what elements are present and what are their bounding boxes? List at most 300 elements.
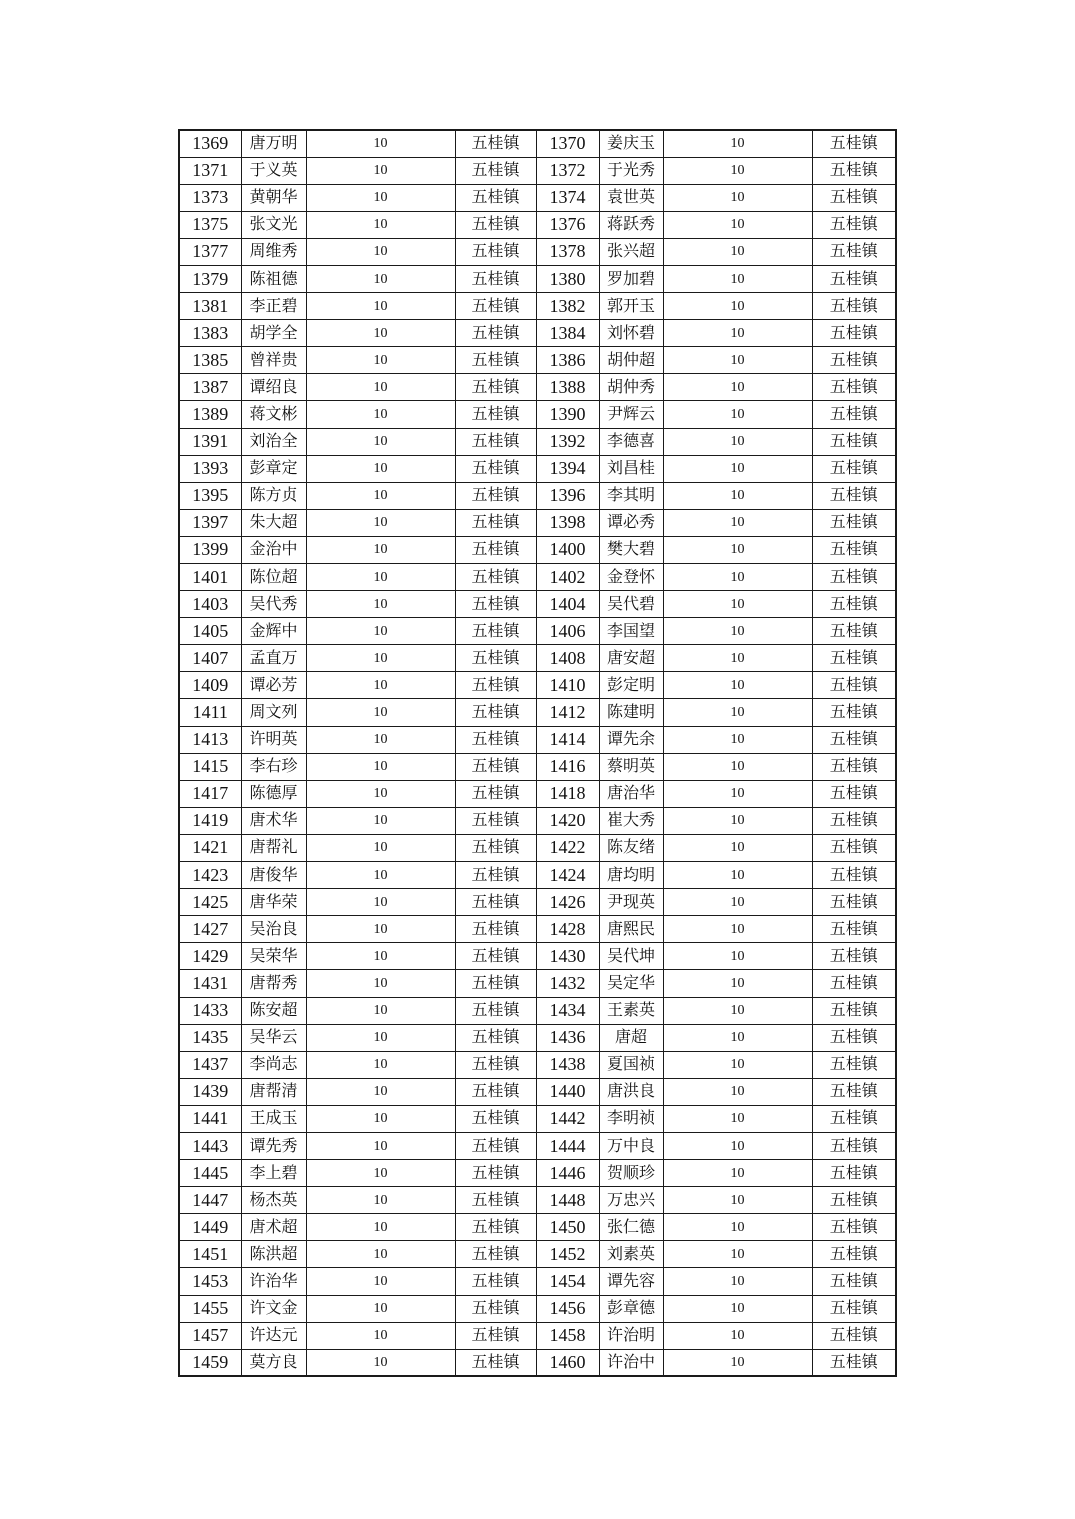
town-cell: 五桂镇 xyxy=(812,807,896,834)
record-number-cell: 1424 xyxy=(536,862,599,889)
person-name-cell: 蒋文彬 xyxy=(241,401,306,428)
person-name-cell: 唐帮礼 xyxy=(241,834,306,861)
person-name-cell: 尹现英 xyxy=(599,889,663,916)
town-cell: 五桂镇 xyxy=(812,591,896,618)
person-name-cell: 王素英 xyxy=(599,997,663,1024)
person-name-cell: 谭必芳 xyxy=(241,672,306,699)
amount-cell: 10 xyxy=(306,1214,455,1241)
town-cell: 五桂镇 xyxy=(455,1105,536,1132)
record-number-cell: 1387 xyxy=(179,374,241,401)
record-number-cell: 1378 xyxy=(536,238,599,265)
person-name-cell: 唐帮清 xyxy=(241,1078,306,1105)
town-cell: 五桂镇 xyxy=(812,211,896,238)
amount-cell: 10 xyxy=(663,672,812,699)
town-cell: 五桂镇 xyxy=(455,482,536,509)
person-name-cell: 许达元 xyxy=(241,1322,306,1349)
town-cell: 五桂镇 xyxy=(455,1024,536,1051)
town-cell: 五桂镇 xyxy=(455,1268,536,1295)
record-number-cell: 1372 xyxy=(536,157,599,184)
record-number-cell: 1435 xyxy=(179,1024,241,1051)
record-number-cell: 1453 xyxy=(179,1268,241,1295)
person-name-cell: 尹辉云 xyxy=(599,401,663,428)
amount-cell: 10 xyxy=(306,672,455,699)
amount-cell: 10 xyxy=(306,482,455,509)
record-number-cell: 1440 xyxy=(536,1078,599,1105)
amount-cell: 10 xyxy=(306,1241,455,1268)
town-cell: 五桂镇 xyxy=(455,699,536,726)
table-row xyxy=(179,1051,896,1078)
person-name-cell: 吴荣华 xyxy=(241,943,306,970)
person-name-cell: 姜庆玉 xyxy=(599,130,663,157)
record-number-cell: 1458 xyxy=(536,1322,599,1349)
person-name-cell: 李其明 xyxy=(599,482,663,509)
table-row xyxy=(179,184,896,211)
amount-cell: 10 xyxy=(306,997,455,1024)
record-number-cell: 1439 xyxy=(179,1078,241,1105)
amount-cell: 10 xyxy=(663,374,812,401)
town-cell: 五桂镇 xyxy=(812,943,896,970)
town-cell: 五桂镇 xyxy=(455,1187,536,1214)
person-name-cell: 吴代碧 xyxy=(599,591,663,618)
person-name-cell: 唐超 xyxy=(599,1024,663,1051)
person-name-cell: 陈友绪 xyxy=(599,834,663,861)
town-cell: 五桂镇 xyxy=(812,780,896,807)
record-number-cell: 1452 xyxy=(536,1241,599,1268)
amount-cell: 10 xyxy=(306,293,455,320)
table-row xyxy=(179,1349,896,1376)
roster-table xyxy=(178,129,897,1377)
amount-cell: 10 xyxy=(306,265,455,292)
person-name-cell: 唐均明 xyxy=(599,862,663,889)
record-number-cell: 1396 xyxy=(536,482,599,509)
person-name-cell: 唐熙民 xyxy=(599,916,663,943)
amount-cell: 10 xyxy=(663,1024,812,1051)
table-row xyxy=(179,347,896,374)
table-row xyxy=(179,1024,896,1051)
town-cell: 五桂镇 xyxy=(455,780,536,807)
person-name-cell: 刘素英 xyxy=(599,1241,663,1268)
amount-cell: 10 xyxy=(663,1160,812,1187)
person-name-cell: 张文光 xyxy=(241,211,306,238)
amount-cell: 10 xyxy=(306,1268,455,1295)
record-number-cell: 1433 xyxy=(179,997,241,1024)
table-row xyxy=(179,753,896,780)
town-cell: 五桂镇 xyxy=(455,1160,536,1187)
record-number-cell: 1426 xyxy=(536,889,599,916)
person-name-cell: 万忠兴 xyxy=(599,1187,663,1214)
town-cell: 五桂镇 xyxy=(812,618,896,645)
town-cell: 五桂镇 xyxy=(812,428,896,455)
town-cell: 五桂镇 xyxy=(455,1051,536,1078)
record-number-cell: 1450 xyxy=(536,1214,599,1241)
amount-cell: 10 xyxy=(306,1295,455,1322)
record-number-cell: 1437 xyxy=(179,1051,241,1078)
amount-cell: 10 xyxy=(663,1187,812,1214)
amount-cell: 10 xyxy=(663,1268,812,1295)
amount-cell: 10 xyxy=(306,428,455,455)
record-number-cell: 1385 xyxy=(179,347,241,374)
record-number-cell: 1402 xyxy=(536,564,599,591)
record-number-cell: 1395 xyxy=(179,482,241,509)
town-cell: 五桂镇 xyxy=(812,1241,896,1268)
amount-cell: 10 xyxy=(663,482,812,509)
town-cell: 五桂镇 xyxy=(455,672,536,699)
table-row xyxy=(179,1160,896,1187)
amount-cell: 10 xyxy=(306,1105,455,1132)
town-cell: 五桂镇 xyxy=(812,699,896,726)
person-name-cell: 吴治良 xyxy=(241,916,306,943)
record-number-cell: 1376 xyxy=(536,211,599,238)
person-name-cell: 吴代坤 xyxy=(599,943,663,970)
table-row xyxy=(179,482,896,509)
amount-cell: 10 xyxy=(663,564,812,591)
record-number-cell: 1398 xyxy=(536,509,599,536)
town-cell: 五桂镇 xyxy=(455,184,536,211)
table-row xyxy=(179,1268,896,1295)
table-row xyxy=(179,157,896,184)
amount-cell: 10 xyxy=(663,916,812,943)
person-name-cell: 蔡明英 xyxy=(599,753,663,780)
person-name-cell: 陈建明 xyxy=(599,699,663,726)
amount-cell: 10 xyxy=(306,320,455,347)
town-cell: 五桂镇 xyxy=(812,916,896,943)
person-name-cell: 于义英 xyxy=(241,157,306,184)
town-cell: 五桂镇 xyxy=(455,753,536,780)
table-row xyxy=(179,889,896,916)
person-name-cell: 孟直万 xyxy=(241,645,306,672)
person-name-cell: 陈德厚 xyxy=(241,780,306,807)
person-name-cell: 李德喜 xyxy=(599,428,663,455)
town-cell: 五桂镇 xyxy=(812,1295,896,1322)
amount-cell: 10 xyxy=(663,699,812,726)
amount-cell: 10 xyxy=(663,943,812,970)
record-number-cell: 1397 xyxy=(179,509,241,536)
town-cell: 五桂镇 xyxy=(455,834,536,861)
amount-cell: 10 xyxy=(306,536,455,563)
person-name-cell: 金治中 xyxy=(241,536,306,563)
person-name-cell: 张兴超 xyxy=(599,238,663,265)
amount-cell: 10 xyxy=(306,1187,455,1214)
record-number-cell: 1404 xyxy=(536,591,599,618)
person-name-cell: 谭先容 xyxy=(599,1268,663,1295)
person-name-cell: 夏国祯 xyxy=(599,1051,663,1078)
record-number-cell: 1406 xyxy=(536,618,599,645)
record-number-cell: 1420 xyxy=(536,807,599,834)
person-name-cell: 唐安超 xyxy=(599,645,663,672)
town-cell: 五桂镇 xyxy=(455,265,536,292)
person-name-cell: 罗加碧 xyxy=(599,265,663,292)
amount-cell: 10 xyxy=(306,780,455,807)
table-row xyxy=(179,1132,896,1159)
record-number-cell: 1436 xyxy=(536,1024,599,1051)
amount-cell: 10 xyxy=(306,374,455,401)
record-number-cell: 1445 xyxy=(179,1160,241,1187)
person-name-cell: 李上碧 xyxy=(241,1160,306,1187)
table-row xyxy=(179,1241,896,1268)
town-cell: 五桂镇 xyxy=(812,726,896,753)
person-name-cell: 唐洪良 xyxy=(599,1078,663,1105)
amount-cell: 10 xyxy=(663,238,812,265)
amount-cell: 10 xyxy=(663,509,812,536)
table-row xyxy=(179,211,896,238)
town-cell: 五桂镇 xyxy=(455,293,536,320)
amount-cell: 10 xyxy=(663,618,812,645)
town-cell: 五桂镇 xyxy=(812,970,896,997)
person-name-cell: 许治中 xyxy=(599,1349,663,1376)
table-row xyxy=(179,130,896,157)
town-cell: 五桂镇 xyxy=(455,645,536,672)
record-number-cell: 1384 xyxy=(536,320,599,347)
town-cell: 五桂镇 xyxy=(455,157,536,184)
record-number-cell: 1414 xyxy=(536,726,599,753)
town-cell: 五桂镇 xyxy=(812,320,896,347)
person-name-cell: 陈位超 xyxy=(241,564,306,591)
person-name-cell: 李尚志 xyxy=(241,1051,306,1078)
table-row xyxy=(179,1187,896,1214)
table-row xyxy=(179,401,896,428)
table-row xyxy=(179,1214,896,1241)
amount-cell: 10 xyxy=(663,970,812,997)
record-number-cell: 1371 xyxy=(179,157,241,184)
town-cell: 五桂镇 xyxy=(455,1078,536,1105)
amount-cell: 10 xyxy=(306,130,455,157)
record-number-cell: 1403 xyxy=(179,591,241,618)
person-name-cell: 许文金 xyxy=(241,1295,306,1322)
amount-cell: 10 xyxy=(663,320,812,347)
town-cell: 五桂镇 xyxy=(812,834,896,861)
town-cell: 五桂镇 xyxy=(812,265,896,292)
record-number-cell: 1441 xyxy=(179,1105,241,1132)
record-number-cell: 1451 xyxy=(179,1241,241,1268)
person-name-cell: 刘昌桂 xyxy=(599,455,663,482)
amount-cell: 10 xyxy=(663,997,812,1024)
table-row xyxy=(179,1295,896,1322)
person-name-cell: 吴华云 xyxy=(241,1024,306,1051)
record-number-cell: 1377 xyxy=(179,238,241,265)
table-row xyxy=(179,780,896,807)
town-cell: 五桂镇 xyxy=(455,1132,536,1159)
town-cell: 五桂镇 xyxy=(812,1051,896,1078)
record-number-cell: 1405 xyxy=(179,618,241,645)
person-name-cell: 金登怀 xyxy=(599,564,663,591)
table-row xyxy=(179,238,896,265)
table-row xyxy=(179,807,896,834)
record-number-cell: 1460 xyxy=(536,1349,599,1376)
amount-cell: 10 xyxy=(306,726,455,753)
town-cell: 五桂镇 xyxy=(455,726,536,753)
record-number-cell: 1459 xyxy=(179,1349,241,1376)
town-cell: 五桂镇 xyxy=(812,753,896,780)
record-number-cell: 1448 xyxy=(536,1187,599,1214)
person-name-cell: 于光秀 xyxy=(599,157,663,184)
town-cell: 五桂镇 xyxy=(455,807,536,834)
person-name-cell: 刘治全 xyxy=(241,428,306,455)
record-number-cell: 1425 xyxy=(179,889,241,916)
town-cell: 五桂镇 xyxy=(455,1349,536,1376)
town-cell: 五桂镇 xyxy=(455,618,536,645)
record-number-cell: 1394 xyxy=(536,455,599,482)
amount-cell: 10 xyxy=(306,591,455,618)
record-number-cell: 1430 xyxy=(536,943,599,970)
amount-cell: 10 xyxy=(663,1349,812,1376)
town-cell: 五桂镇 xyxy=(455,564,536,591)
record-number-cell: 1457 xyxy=(179,1322,241,1349)
table-row xyxy=(179,699,896,726)
table-row xyxy=(179,970,896,997)
record-number-cell: 1443 xyxy=(179,1132,241,1159)
record-number-cell: 1421 xyxy=(179,834,241,861)
amount-cell: 10 xyxy=(306,455,455,482)
table-row xyxy=(179,943,896,970)
record-number-cell: 1386 xyxy=(536,347,599,374)
record-number-cell: 1411 xyxy=(179,699,241,726)
person-name-cell: 万中良 xyxy=(599,1132,663,1159)
table-row xyxy=(179,618,896,645)
person-name-cell: 刘怀碧 xyxy=(599,320,663,347)
person-name-cell: 王成玉 xyxy=(241,1105,306,1132)
town-cell: 五桂镇 xyxy=(812,645,896,672)
person-name-cell: 莫方良 xyxy=(241,1349,306,1376)
amount-cell: 10 xyxy=(306,970,455,997)
person-name-cell: 唐帮秀 xyxy=(241,970,306,997)
person-name-cell: 唐华荣 xyxy=(241,889,306,916)
town-cell: 五桂镇 xyxy=(812,238,896,265)
amount-cell: 10 xyxy=(663,591,812,618)
town-cell: 五桂镇 xyxy=(455,320,536,347)
record-number-cell: 1434 xyxy=(536,997,599,1024)
person-name-cell: 许治华 xyxy=(241,1268,306,1295)
person-name-cell: 唐术华 xyxy=(241,807,306,834)
amount-cell: 10 xyxy=(306,618,455,645)
town-cell: 五桂镇 xyxy=(812,1024,896,1051)
town-cell: 五桂镇 xyxy=(812,347,896,374)
amount-cell: 10 xyxy=(663,834,812,861)
town-cell: 五桂镇 xyxy=(812,1105,896,1132)
town-cell: 五桂镇 xyxy=(455,591,536,618)
record-number-cell: 1374 xyxy=(536,184,599,211)
table-row xyxy=(179,320,896,347)
amount-cell: 10 xyxy=(306,564,455,591)
table-row xyxy=(179,997,896,1024)
amount-cell: 10 xyxy=(663,401,812,428)
town-cell: 五桂镇 xyxy=(455,943,536,970)
amount-cell: 10 xyxy=(663,862,812,889)
record-number-cell: 1417 xyxy=(179,780,241,807)
amount-cell: 10 xyxy=(663,1051,812,1078)
town-cell: 五桂镇 xyxy=(455,455,536,482)
person-name-cell: 许明英 xyxy=(241,726,306,753)
table-row xyxy=(179,265,896,292)
record-number-cell: 1399 xyxy=(179,536,241,563)
town-cell: 五桂镇 xyxy=(812,862,896,889)
amount-cell: 10 xyxy=(663,1241,812,1268)
amount-cell: 10 xyxy=(663,780,812,807)
person-name-cell: 崔大秀 xyxy=(599,807,663,834)
table-row xyxy=(179,1105,896,1132)
town-cell: 五桂镇 xyxy=(455,211,536,238)
person-name-cell: 蒋跃秀 xyxy=(599,211,663,238)
amount-cell: 10 xyxy=(306,184,455,211)
person-name-cell: 张仁德 xyxy=(599,1214,663,1241)
amount-cell: 10 xyxy=(306,807,455,834)
table-row xyxy=(179,374,896,401)
table-row xyxy=(179,645,896,672)
table-row xyxy=(179,1322,896,1349)
town-cell: 五桂镇 xyxy=(812,1160,896,1187)
town-cell: 五桂镇 xyxy=(812,130,896,157)
person-name-cell: 胡仲秀 xyxy=(599,374,663,401)
record-number-cell: 1380 xyxy=(536,265,599,292)
record-number-cell: 1446 xyxy=(536,1160,599,1187)
amount-cell: 10 xyxy=(306,943,455,970)
town-cell: 五桂镇 xyxy=(455,889,536,916)
amount-cell: 10 xyxy=(663,347,812,374)
town-cell: 五桂镇 xyxy=(812,1268,896,1295)
town-cell: 五桂镇 xyxy=(812,401,896,428)
town-cell: 五桂镇 xyxy=(812,374,896,401)
record-number-cell: 1400 xyxy=(536,536,599,563)
record-number-cell: 1449 xyxy=(179,1214,241,1241)
record-number-cell: 1442 xyxy=(536,1105,599,1132)
amount-cell: 10 xyxy=(663,428,812,455)
record-number-cell: 1381 xyxy=(179,293,241,320)
person-name-cell: 谭先秀 xyxy=(241,1132,306,1159)
record-number-cell: 1432 xyxy=(536,970,599,997)
record-number-cell: 1423 xyxy=(179,862,241,889)
person-name-cell: 李明祯 xyxy=(599,1105,663,1132)
table-row xyxy=(179,1078,896,1105)
amount-cell: 10 xyxy=(306,157,455,184)
amount-cell: 10 xyxy=(663,889,812,916)
record-number-cell: 1413 xyxy=(179,726,241,753)
record-number-cell: 1415 xyxy=(179,753,241,780)
amount-cell: 10 xyxy=(306,645,455,672)
record-number-cell: 1419 xyxy=(179,807,241,834)
person-name-cell: 贺顺珍 xyxy=(599,1160,663,1187)
person-name-cell: 周文列 xyxy=(241,699,306,726)
person-name-cell: 郭开玉 xyxy=(599,293,663,320)
record-number-cell: 1370 xyxy=(536,130,599,157)
person-name-cell: 谭必秀 xyxy=(599,509,663,536)
person-name-cell: 唐俊华 xyxy=(241,862,306,889)
town-cell: 五桂镇 xyxy=(812,184,896,211)
town-cell: 五桂镇 xyxy=(455,997,536,1024)
amount-cell: 10 xyxy=(306,211,455,238)
record-number-cell: 1427 xyxy=(179,916,241,943)
person-name-cell: 金辉中 xyxy=(241,618,306,645)
table-row xyxy=(179,672,896,699)
town-cell: 五桂镇 xyxy=(812,997,896,1024)
person-name-cell: 周维秀 xyxy=(241,238,306,265)
amount-cell: 10 xyxy=(306,509,455,536)
town-cell: 五桂镇 xyxy=(455,1295,536,1322)
town-cell: 五桂镇 xyxy=(812,536,896,563)
record-number-cell: 1412 xyxy=(536,699,599,726)
table-row xyxy=(179,455,896,482)
person-name-cell: 谭先余 xyxy=(599,726,663,753)
town-cell: 五桂镇 xyxy=(812,1214,896,1241)
amount-cell: 10 xyxy=(306,916,455,943)
person-name-cell: 唐万明 xyxy=(241,130,306,157)
record-number-cell: 1369 xyxy=(179,130,241,157)
record-number-cell: 1422 xyxy=(536,834,599,861)
record-number-cell: 1456 xyxy=(536,1295,599,1322)
town-cell: 五桂镇 xyxy=(812,509,896,536)
amount-cell: 10 xyxy=(663,807,812,834)
record-number-cell: 1407 xyxy=(179,645,241,672)
record-number-cell: 1455 xyxy=(179,1295,241,1322)
amount-cell: 10 xyxy=(663,726,812,753)
